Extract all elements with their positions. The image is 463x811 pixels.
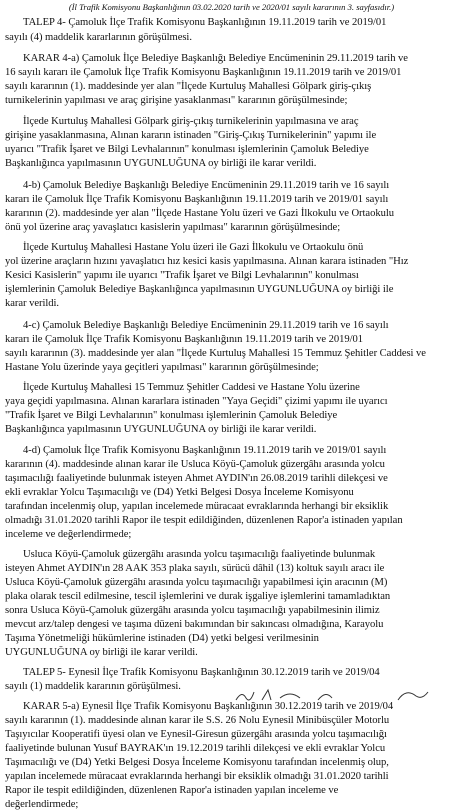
text-line: İlçede Kurtuluş Mahallesi Hastane Yolu üzeri ile Gazi İlkokulu ve Ortaokulu önü — [23, 242, 364, 253]
text-line: Başkanlığınca yapılmasının UYGUNLUĞUNA oy birliği ile karar verildi. — [5, 424, 317, 435]
text-line: Usluca Köyü-Çamoluk güzergâhı arasında yolcu taşımacılığı yapabilmesi için aracının (M) — [5, 577, 388, 588]
text-line: UYGUNLUĞUNA oy birliği ile karar verildi. — [5, 647, 198, 658]
text-line: İlçede Kurtuluş Mahallesi 15 Temmuz Şehitler Caddesi ve Hastane Yolu üzerine — [23, 382, 360, 393]
text-line: isteyen Ahmet AYDIN'ın 28 AAK 353 plaka sayılı, sürücü dâhil (13) koltuk sayılı aracı ile — [5, 563, 385, 574]
text-line: sonra Usluca Köyü-Çamoluk güzergâhı arasında yolcu taşımacılığı yapabilmesinin ilimiz — [5, 605, 380, 616]
text-line: uyarıcı "Trafik İşaret ve Bilgi Levhalarının" konulması işlemlerinin Çamoluk Belediye — [5, 144, 369, 155]
text-line: girişine yasaklanmasına, Alınan kararın istinaden "Giriş-Çıkış Turnikelerinin" yapımı ile — [5, 130, 377, 141]
signature-marks — [0, 688, 463, 704]
text-line: Başkanlığınca yapılmasının UYGUNLUĞUNA oy birliği ile karar verildi. — [5, 158, 317, 169]
text-line: yapılan incelemede müracaat evraklarında herhangi bir eksiklik olmadığı 31.01.2020 tarihli — [5, 771, 389, 782]
text-line: taşımacılığı faaliyetinde bulunmak isteyen Ahmet AYDIN'ın 26.08.2019 tarihli dilekçesi ve — [5, 473, 388, 484]
text-line: 4-b) Çamoluk Belediye Başkanlığı Belediye Encümeninin 29.11.2019 tarih ve 16 sayılı — [23, 180, 390, 191]
text-line: plaka olarak tescil edilmesine, tescil işlemlerini ve durak işgaliye işlemlerini tamamladıktan — [5, 591, 391, 602]
text-line: İlçede Kurtuluş Mahallesi Gölpark giriş-çıkış turnikelerinin yapılmasına ve araç — [23, 116, 359, 127]
text-line: değerlendirmede; — [5, 799, 79, 810]
text-line: ekli evraklar Yolcu Taşımacılığı ve (D4) Yetki Belgesi Dosya İnceleme Komisyonu — [5, 487, 354, 498]
text-line: Taşıyıcılar Kooperatifi üyesi olan ve Eynesil-Giresun güzergâhı arasında yolcu taşımacılığı — [5, 729, 387, 740]
text-line: KARAR 5-a) Eynesil İlçe Trafik Komisyonu Başkanlığının 30.12.2019 tarih ve 2019/04 — [23, 701, 394, 712]
text-line: yaya geçidi yapılmasına. Alınan kararlara istinaden "Yaya Geçidi" çizimi yapımı ile uyarıcı — [5, 396, 388, 407]
text-line: sayılı kararının (1). maddesinde yer alan "İlçede Kurtuluş Mahallesi Gölpark giriş-çıkış — [5, 81, 372, 92]
text-line: tarafından incelenmiş olup, yapılan incelemede müracaat evraklarında herhangi bir eksiklik — [5, 501, 389, 512]
text-line: KARAR 4-a) Çamoluk İlçe Belediye Başkanlığı Belediye Encümeninin 29.11.2019 tarih ve — [23, 53, 408, 64]
text-line: faaliyetinde bulunan Yusuf BAYRAK'ın 19.12.2019 tarihli dilekçesi ve ekli evraklar Yolcu — [5, 743, 386, 754]
text-line: 16 sayılı kararı ile Çamoluk İlçe Trafik Komisyonu Başkanlığının 19.11.2019 tarih ve 2019/01 — [5, 67, 402, 78]
text-line: Hastane Yolu üzerinde yaya geçitleri yapılması" kararının görüşülmesinde; — [5, 362, 319, 373]
text-line: turnikelerinin yapılması ve araç girişine yasaklanması" kararının görüşülmesinde; — [5, 95, 348, 106]
text-line: önü yol üzerine araç yavaşlatıcı kasislerin yapılması" kararının görüşülmesinde; — [5, 222, 341, 233]
text-line: "Trafik İşaret ve Bilgi Levhalarının" konulması işlemlerinin Çamoluk Belediye — [5, 410, 338, 421]
text-line: mevcut arz/talep dengesi ve taşıma düzeni bakımından bir sakıncası olmadığına, Karayolu — [5, 619, 384, 630]
text-line: Kesici Kasislerin" yapımı ile uyarıcı "Trafik İşaret ve Bilgi Levhalarının" konulması — [5, 270, 359, 281]
text-line: sayılı kararının (1). maddesinde alınan karar ile S.S. 26 Nolu Eynesil Minibüsçüler Motorlu — [5, 715, 390, 726]
text-line: sayılı (4) maddelik kararlarının görüşülmesi. — [5, 32, 192, 43]
text-line: 4-d) Çamoluk İlçe Trafik Komisyonu Başkanlığının 19.11.2019 tarih ve 2019/01 sayılı — [23, 445, 387, 456]
text-line: kararının (4). maddesinde alınan karar ile Usluca Köyü-Çamoluk güzergâhı arasında yolcu — [5, 459, 385, 470]
text-line: karar verildi. — [5, 298, 60, 309]
text-line: olmadığı 31.01.2020 tarihli Rapor ile tespit edildiğinden, düzenlenen Rapor'a istinaden yapılan — [5, 515, 403, 526]
page-header: (İl Trafik Komisyonu Başkanlığının 03.02.2020 tarih ve 2020/01 sayılı kararının 3. sayfasıdır.) — [68, 2, 395, 12]
text-line: Taşıma Yönetmeliği hükümlerine istinaden (D4) yetki belgesi verilmesinin — [5, 633, 319, 644]
text-line: sayılı kararının (3). maddesinde yer alan "İlçede Kurtuluş Mahallesi 15 Temmuz Şehitler Caddesi ve — [5, 348, 426, 359]
text-line: Usluca Köyü-Çamoluk güzergâhı arasında yolcu taşımacılığı faaliyetinde bulunmak — [23, 549, 376, 560]
text-line: kararının (2). maddesinde yer alan "İlçede Hastane Yolu üzeri ve Gazi İlkokulu ve Ortaokulu — [5, 208, 394, 219]
text-line: işlemlerinin Çamoluk Belediye Başkanlığınca yapılmasının UYGUNLUĞUNA oy birliği ile — [5, 284, 394, 295]
text-line: sayılı (1) maddelik kararının görüşülmesi. — [5, 681, 181, 692]
text-line: TALEP 4- Çamoluk İlçe Trafik Komisyonu Başkanlığının 19.11.2019 tarih ve 2019/01 — [23, 17, 387, 28]
text-line: Rapor ile tespit edildiğinden, düzenlenen Rapor'a istinaden yapılan inceleme ve — [5, 785, 339, 796]
text-line: Taşımacılığı ve (D4) Yetki Belgesi Dosya İnceleme Komisyonu tarafından incelenmiş olup, — [5, 757, 389, 768]
text-line: inceleme ve değerlendirmede; — [5, 529, 132, 540]
text-line: kararı ile Çamoluk İlçe Trafik Komisyonu Başkanlığının 19.11.2019 tarih ve 2019/01 — [5, 334, 364, 345]
text-line: TALEP 5- Eynesil İlçe Trafik Komisyonu Başkanlığının 30.12.2019 tarih ve 2019/04 — [23, 667, 380, 678]
text-line: yol üzerine araçların hızını yavaşlatıcı hız kesici kasis yapılmasına. Alınan karara istinaden "Hız — [5, 256, 409, 267]
text-line: kararı ile Çamoluk İlçe Trafik Komisyonu Başkanlığının 19.11.2019 tarih ve 2019/01 sayılı — [5, 194, 389, 205]
text-line: 4-c) Çamoluk Belediye Başkanlığı Belediye Encümeninin 29.11.2019 tarih ve 16 sayılı — [23, 320, 389, 331]
